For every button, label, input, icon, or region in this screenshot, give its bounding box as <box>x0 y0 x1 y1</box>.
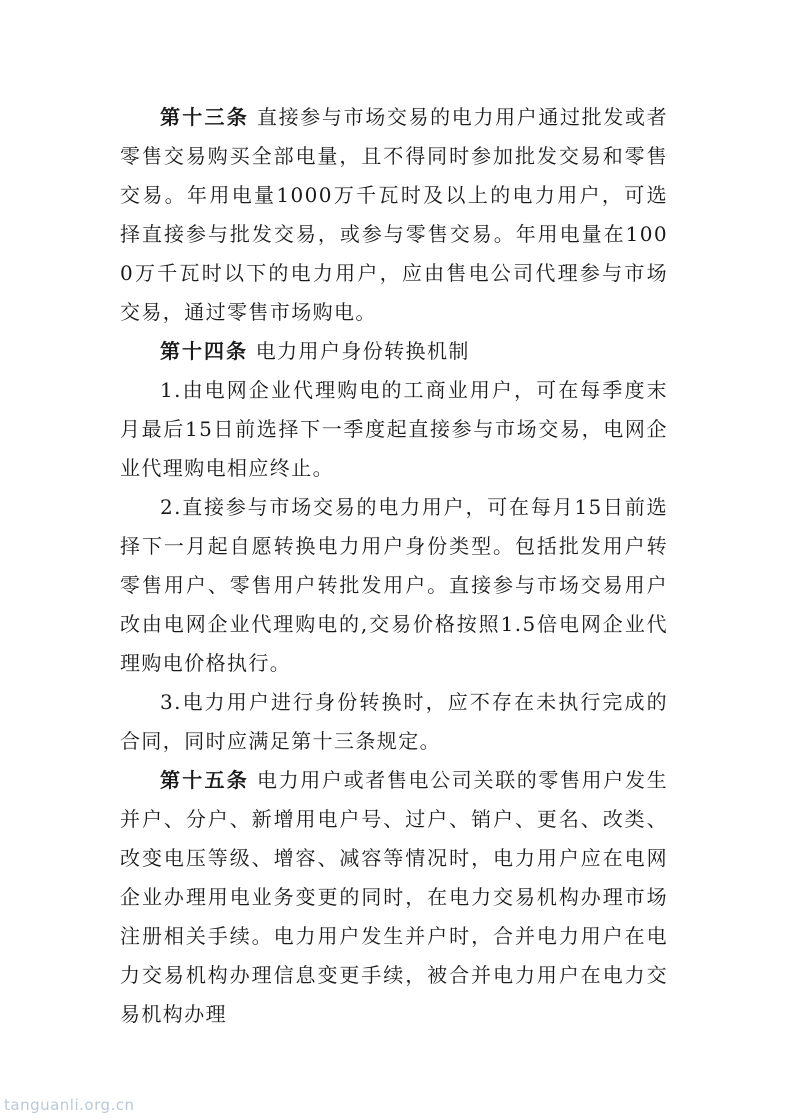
article-15-paragraph <box>120 761 668 1034</box>
article-14-item-3 <box>120 683 668 761</box>
article-14-item-2 <box>120 488 668 683</box>
item-3-text: 3.电力用户进行身份转换时，应不存在未执行完成的合同，同时应满足第十三条规定。 <box>120 690 668 753</box>
article-13-text: 直接参与市场交易的电力用户通过批发或者零售交易购买全部电量，且不得同时参加批发交易和零售交易。年用电量1000万千瓦时及以上的电力用户，可选择直接参与批发交易，或参与零售交易。年用电量在1000万千瓦时以下的电力用户，应由售电公司代理参与市场交易，通过零售市场购电。 <box>120 105 669 324</box>
article-13-heading: 第十三条 <box>160 105 249 129</box>
article-14-item-1 <box>120 371 668 488</box>
site-watermark: tanguanli.org.cn <box>4 1096 135 1114</box>
article-15-heading: 第十五条 <box>160 768 249 792</box>
article-15-text: 电力用户或者售电公司关联的零售用户发生并户、分户、新增用电户号、过户、销户、更名、改类、改变电压等级、增容、减容等情况时，电力用户应在电网企业办理用电业务变更的同时，在电力交易机构办理市场注册相关手续。电力用户发生并户时，合并电力用户在电力交易机构办理信息变更手续，被合并电力用户在电力交易机构办理 <box>120 768 669 1026</box>
article-14-heading: 第十四条 <box>160 339 248 363</box>
item-2-text: 2.直接参与市场交易的电力用户，可在每月15日前选择下一月起自愿转换电力用户身份类型。包括批发用户转零售用户、零售用户转批发用户。直接参与市场交易用户改由电网企业代理购电的,交易价格按照1.5倍电网企业代理购电价格执行。 <box>120 495 668 675</box>
article-14-text: 电力用户身份转换机制 <box>248 339 470 363</box>
item-1-text: 1.由电网企业代理购电的工商业用户，可在每季度末月最后15日前选择下一季度起直接参与市场交易，电网企业代理购电相应终止。 <box>120 378 668 480</box>
article-13-paragraph <box>120 98 668 332</box>
article-14-paragraph <box>120 332 668 371</box>
document-body <box>120 98 668 1034</box>
